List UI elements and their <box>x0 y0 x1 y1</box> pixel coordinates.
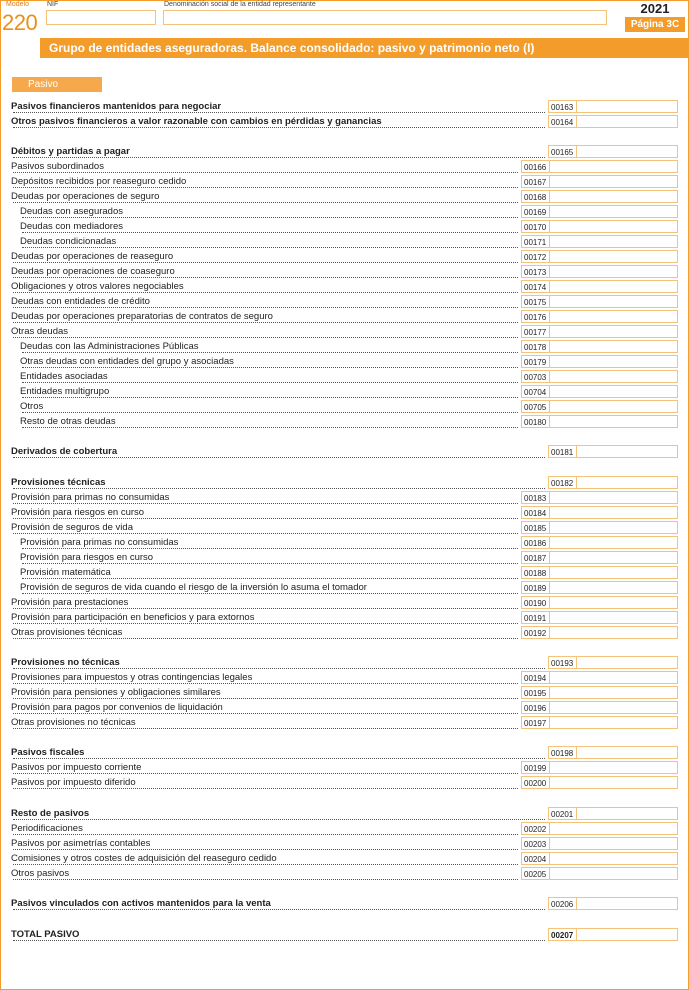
table-row <box>0 491 689 506</box>
row-label: Pasivos vinculados con activos mantenidos para la venta <box>11 898 271 909</box>
row-code: 00189 <box>521 581 549 594</box>
modelo-label: Modelo <box>6 1 29 8</box>
row-code: 00190 <box>521 596 549 609</box>
table-row <box>0 852 689 867</box>
table-row <box>0 145 689 160</box>
table-row <box>0 761 689 776</box>
row-code: 00704 <box>521 385 549 398</box>
table-row <box>0 385 689 400</box>
amount-input[interactable] <box>549 536 678 549</box>
amount-input[interactable] <box>549 295 678 308</box>
modelo-number: 220 <box>2 10 38 35</box>
row-label: Provisiones no técnicas <box>11 657 120 668</box>
leader-dots <box>13 928 545 941</box>
table-row <box>0 205 689 220</box>
row-code: 00174 <box>521 280 549 293</box>
section-tab-pasivo: Pasivo <box>12 77 102 92</box>
amount-input[interactable] <box>549 596 678 609</box>
row-label: Provisión para primas no consumidas <box>11 492 170 503</box>
row-label: Provisiones técnicas <box>11 477 106 488</box>
row-label: Derivados de cobertura <box>11 446 118 457</box>
row-code: 00207 <box>548 928 576 941</box>
table-row <box>0 611 689 626</box>
amount-input[interactable] <box>576 746 678 759</box>
row-code: 00201 <box>548 807 576 820</box>
row-label: Provisión para prestaciones <box>11 597 129 608</box>
amount-input[interactable] <box>549 160 678 173</box>
table-row <box>0 867 689 882</box>
table-row <box>0 235 689 250</box>
amount-input[interactable] <box>549 400 678 413</box>
table-row <box>0 776 689 791</box>
row-label: Pasivos financieros mantenidos para negociar <box>11 101 222 112</box>
table-row <box>0 536 689 551</box>
amount-input[interactable] <box>549 340 678 353</box>
row-label: Otros pasivos financieros a valor razonable con cambios en pérdidas y ganancias <box>11 116 382 127</box>
row-code: 00178 <box>521 340 549 353</box>
row-label: Deudas con asegurados <box>20 206 123 217</box>
table-row <box>0 746 689 761</box>
amount-input[interactable] <box>549 701 678 714</box>
row-label: Provisión para riesgos en curso <box>20 552 154 563</box>
row-label: Pasivos por impuesto corriente <box>11 762 142 773</box>
amount-input[interactable] <box>549 220 678 233</box>
row-code: 00198 <box>548 746 576 759</box>
row-label: Deudas con mediadores <box>20 221 123 232</box>
row-code: 00197 <box>521 716 549 729</box>
leader-dots <box>13 746 545 759</box>
table-row <box>0 807 689 822</box>
row-code: 00200 <box>521 776 549 789</box>
row-label: Resto de pasivos <box>11 808 90 819</box>
row-code: 00206 <box>548 897 576 910</box>
row-code: 00165 <box>548 145 576 158</box>
amount-input[interactable] <box>576 100 678 113</box>
row-code: 00182 <box>548 476 576 489</box>
row-code: 00172 <box>521 250 549 263</box>
row-label: Provisión de seguros de vida <box>11 522 133 533</box>
row-label: Deudas por operaciones de reaseguro <box>11 251 174 262</box>
row-label: Provisión para riesgos en curso <box>11 507 145 518</box>
row-code: 00703 <box>521 370 549 383</box>
row-label: Entidades asociadas <box>20 371 108 382</box>
amount-input[interactable] <box>549 415 678 428</box>
leader-dots <box>13 807 545 820</box>
nif-input[interactable] <box>46 10 156 25</box>
row-label: Provisión matemática <box>20 567 111 578</box>
page-title: Grupo de entidades aseguradoras. Balance consolidado: pasivo y patrimonio neto (I) <box>40 38 688 58</box>
table-row <box>0 295 689 310</box>
table-row <box>0 445 689 460</box>
row-label: Provisión para participación en beneficios y para extornos <box>11 612 255 623</box>
amount-input[interactable] <box>549 566 678 579</box>
row-label: Pasivos por impuesto diferido <box>11 777 136 788</box>
amount-input[interactable] <box>549 491 678 504</box>
row-code: 00164 <box>548 115 576 128</box>
row-code: 00187 <box>521 551 549 564</box>
row-code: 00199 <box>521 761 549 774</box>
table-row <box>0 280 689 295</box>
table-row <box>0 671 689 686</box>
table-row <box>0 928 689 943</box>
table-row <box>0 521 689 536</box>
denominacion-label: Denominación social de la entidad representante <box>164 1 316 8</box>
row-label: Provisión para pensiones y obligaciones similares <box>11 687 221 698</box>
leader-dots <box>13 822 518 835</box>
amount-input[interactable] <box>576 656 678 669</box>
amount-input[interactable] <box>549 506 678 519</box>
table-row <box>0 310 689 325</box>
table-row <box>0 355 689 370</box>
row-label: Pasivos por asimetrías contables <box>11 838 151 849</box>
row-label: Obligaciones y otros valores negociables <box>11 281 184 292</box>
table-row <box>0 701 689 716</box>
row-code: 00202 <box>521 822 549 835</box>
table-row <box>0 686 689 701</box>
amount-input[interactable] <box>549 611 678 624</box>
amount-input[interactable] <box>576 115 678 128</box>
amount-input[interactable] <box>549 671 678 684</box>
row-code: 00171 <box>521 235 549 248</box>
table-row <box>0 370 689 385</box>
amount-input[interactable] <box>576 897 678 910</box>
row-code: 00191 <box>521 611 549 624</box>
row-code: 00181 <box>548 445 576 458</box>
row-code: 00163 <box>548 100 576 113</box>
row-code: 00203 <box>521 837 549 850</box>
table-row <box>0 340 689 355</box>
amount-input[interactable] <box>549 325 678 338</box>
row-label: TOTAL PASIVO <box>11 929 80 940</box>
year-label: 2021 <box>640 1 670 16</box>
row-label: Deudas por operaciones de seguro <box>11 191 160 202</box>
amount-input[interactable] <box>549 265 678 278</box>
amount-input[interactable] <box>549 716 678 729</box>
row-code: 00166 <box>521 160 549 173</box>
amount-input[interactable] <box>549 521 678 534</box>
amount-input[interactable] <box>549 776 678 789</box>
amount-input[interactable] <box>549 175 678 188</box>
amount-input[interactable] <box>549 355 678 368</box>
row-code: 00169 <box>521 205 549 218</box>
table-row <box>0 656 689 671</box>
row-label: Provisión para pagos por convenios de liquidación <box>11 702 223 713</box>
amount-input[interactable] <box>549 280 678 293</box>
amount-input[interactable] <box>576 476 678 489</box>
amount-input[interactable] <box>576 807 678 820</box>
table-row <box>0 115 689 130</box>
table-row <box>0 175 689 190</box>
row-code: 00195 <box>521 686 549 699</box>
row-label: Provisión de seguros de vida cuando el riesgo de la inversión lo asuma el tomador <box>20 582 367 593</box>
amount-input[interactable] <box>549 852 678 865</box>
table-row <box>0 325 689 340</box>
table-row <box>0 626 689 641</box>
leader-dots <box>13 867 518 880</box>
amount-input[interactable] <box>549 310 678 323</box>
row-code: 00205 <box>521 867 549 880</box>
table-row <box>0 581 689 596</box>
row-label: Provisiones para impuestos y otras contingencias legales <box>11 672 253 683</box>
table-row <box>0 220 689 235</box>
table-row <box>0 837 689 852</box>
row-label: Débitos y partidas a pagar <box>11 146 130 157</box>
table-row <box>0 160 689 175</box>
amount-input[interactable] <box>549 822 678 835</box>
table-row <box>0 250 689 265</box>
row-label: Entidades multigrupo <box>20 386 110 397</box>
table-row <box>0 897 689 912</box>
row-code: 00204 <box>521 852 549 865</box>
row-label: Comisiones y otros costes de adquisición del reaseguro cedido <box>11 853 277 864</box>
table-row <box>0 551 689 566</box>
amount-input[interactable] <box>549 370 678 383</box>
row-code: 00192 <box>521 626 549 639</box>
row-label: Resto de otras deudas <box>20 416 116 427</box>
table-row <box>0 415 689 430</box>
row-code: 00705 <box>521 400 549 413</box>
leader-dots <box>22 400 518 413</box>
row-code: 00176 <box>521 310 549 323</box>
amount-input[interactable] <box>549 190 678 203</box>
leader-dots <box>13 325 518 338</box>
nif-label: NIF <box>47 1 59 8</box>
row-label: Pasivos fiscales <box>11 747 85 758</box>
amount-input[interactable] <box>549 551 678 564</box>
row-label: Pasivos subordinados <box>11 161 104 172</box>
table-row <box>0 506 689 521</box>
row-code: 00177 <box>521 325 549 338</box>
row-code: 00185 <box>521 521 549 534</box>
row-code: 00170 <box>521 220 549 233</box>
denominacion-input[interactable] <box>163 10 607 25</box>
row-code: 00194 <box>521 671 549 684</box>
amount-input[interactable] <box>549 837 678 850</box>
row-code: 00179 <box>521 355 549 368</box>
row-label: Otros pasivos <box>11 868 70 879</box>
amount-input[interactable] <box>549 385 678 398</box>
row-code: 00168 <box>521 190 549 203</box>
amount-input[interactable] <box>576 145 678 158</box>
row-label: Otras provisiones técnicas <box>11 627 123 638</box>
row-label: Deudas con entidades de crédito <box>11 296 150 307</box>
amount-input[interactable] <box>549 205 678 218</box>
table-row <box>0 265 689 280</box>
table-row <box>0 190 689 205</box>
row-code: 00175 <box>521 295 549 308</box>
row-code: 00193 <box>548 656 576 669</box>
table-row <box>0 400 689 415</box>
amount-input[interactable] <box>549 686 678 699</box>
table-row <box>0 716 689 731</box>
amount-input[interactable] <box>549 581 678 594</box>
row-label: Periodificaciones <box>11 823 83 834</box>
table-row <box>0 822 689 837</box>
amount-input[interactable] <box>576 928 678 941</box>
row-label: Otros <box>20 401 44 412</box>
row-label: Deudas con las Administraciones Públicas <box>20 341 199 352</box>
page-badge: Página 3C <box>625 17 685 32</box>
row-code: 00183 <box>521 491 549 504</box>
amount-input[interactable] <box>549 867 678 880</box>
row-label: Otras provisiones no técnicas <box>11 717 136 728</box>
row-code: 00180 <box>521 415 549 428</box>
row-label: Deudas condicionadas <box>20 236 117 247</box>
table-row <box>0 100 689 115</box>
row-code: 00173 <box>521 265 549 278</box>
row-code: 00188 <box>521 566 549 579</box>
amount-input[interactable] <box>549 235 678 248</box>
row-label: Deudas por operaciones de coaseguro <box>11 266 175 277</box>
table-row <box>0 476 689 491</box>
row-label: Depósitos recibidos por reaseguro cedido <box>11 176 187 187</box>
row-label: Otras deudas <box>11 326 69 337</box>
row-label: Provisión para primas no consumidas <box>20 537 179 548</box>
row-code: 00167 <box>521 175 549 188</box>
table-row <box>0 566 689 581</box>
row-code: 00186 <box>521 536 549 549</box>
table-row <box>0 596 689 611</box>
row-label: Deudas por operaciones preparatorias de contratos de seguro <box>11 311 273 322</box>
amount-input[interactable] <box>549 626 678 639</box>
amount-input[interactable] <box>549 761 678 774</box>
row-code: 00184 <box>521 506 549 519</box>
row-label: Otras deudas con entidades del grupo y asociadas <box>20 356 234 367</box>
amount-input[interactable] <box>576 445 678 458</box>
amount-input[interactable] <box>549 250 678 263</box>
row-code: 00196 <box>521 701 549 714</box>
